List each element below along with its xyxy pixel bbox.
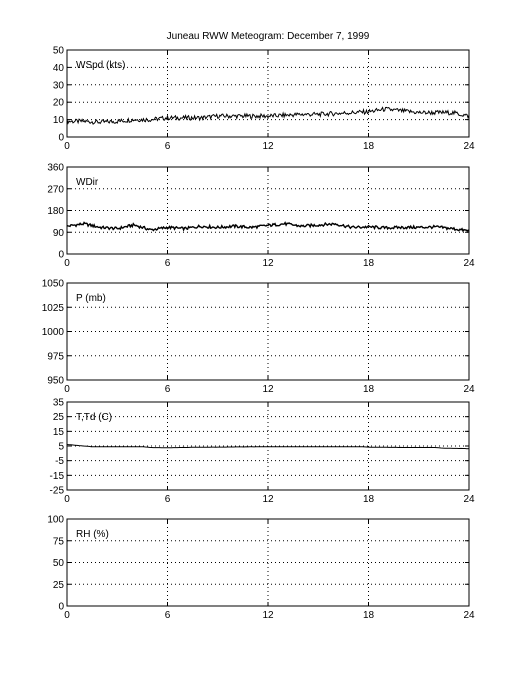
wdir-y-tick-label: 90: [52, 227, 64, 239]
p-mb-y-tick-label: 1050: [41, 278, 64, 290]
wspd-kts-x-tick-label: 24: [463, 141, 475, 152]
p-mb-y-tick-label: 1000: [41, 327, 64, 338]
wspd-kts-y-tick-label: 40: [52, 62, 64, 74]
p-mb-panel-label: P (mb): [76, 293, 106, 304]
rh-x-tick-label: 6: [164, 610, 171, 621]
p-mb-x-tick-label: 6: [164, 384, 171, 395]
rh-panel-label: RH (%): [76, 529, 109, 540]
rh-x-tick-label: 0: [64, 610, 70, 621]
t-td-c-x-tick-label: 18: [362, 494, 375, 505]
wdir-x-tick-label: 12: [262, 258, 274, 269]
t-td-c-x-tick-label: 0: [64, 494, 70, 505]
wspd-kts-y-tick-label: 30: [52, 80, 64, 92]
t-td-c-x-tick-label: 6: [164, 494, 171, 505]
p-mb-x-tick-label: 24: [463, 384, 475, 395]
p-mb-y-tick-label: 1025: [41, 302, 64, 314]
t-td-c-x-tick-label: 24: [463, 494, 475, 505]
wspd-kts-y-tick-label: 20: [52, 97, 64, 109]
t-td-c-panel-label: T,Td (C): [76, 412, 113, 423]
wdir-x-tick-label: 18: [362, 258, 375, 269]
wdir-y-tick-label: 360: [47, 162, 64, 174]
t-td-c-x-tick-label: 12: [262, 494, 274, 505]
wspd-kts-x-tick-label: 6: [164, 141, 171, 152]
wspd-kts-y-tick-label: 10: [52, 115, 64, 127]
wdir-y-tick-label: 180: [47, 206, 64, 217]
figure-title: Juneau RWW Meteogram: December 7, 1999: [166, 31, 370, 42]
p-mb-y-tick-label: 975: [47, 351, 64, 363]
wspd-kts-x-tick-label: 12: [262, 141, 274, 152]
t-td-c-y-tick-label: -25: [49, 485, 64, 497]
p-mb-x-tick-label: 0: [64, 384, 70, 395]
t-td-c-y-tick-label: 5: [58, 441, 64, 453]
wspd-kts-x-tick-label: 18: [362, 141, 375, 152]
rh-y-tick-label: 100: [47, 514, 64, 526]
t-td-c-y-tick-label: 15: [52, 426, 64, 438]
rh-x-tick-label: 12: [262, 610, 274, 621]
t-td-c-y-tick-label: 25: [52, 412, 64, 424]
rh-x-tick-label: 18: [362, 610, 375, 621]
wdir-y-tick-label: 270: [47, 184, 64, 196]
t-td-c-y-tick-label: -15: [49, 470, 64, 482]
wdir-x-tick-label: 24: [463, 258, 475, 269]
wdir-y-tick-label: 0: [58, 249, 64, 261]
wspd-kts-x-tick-label: 0: [64, 141, 70, 152]
p-mb-y-tick-label: 950: [47, 375, 64, 387]
wdir-x-tick-label: 0: [64, 258, 70, 269]
wdir-x-tick-label: 6: [164, 258, 171, 269]
rh-y-tick-label: 25: [52, 579, 64, 591]
rh-y-tick-label: 50: [52, 558, 64, 569]
rh-y-tick-label: 0: [58, 601, 64, 613]
wspd-kts-axes-box: [67, 50, 469, 137]
p-mb-x-tick-label: 12: [262, 384, 274, 395]
wspd-kts-y-tick-label: 0: [58, 132, 64, 144]
wspd-kts-series-line: [67, 107, 469, 124]
rh-y-tick-label: 75: [52, 536, 64, 548]
wspd-kts-panel-label: WSpd (kts): [76, 60, 126, 71]
t-td-c-series-line: [67, 445, 469, 449]
p-mb-x-tick-label: 18: [362, 384, 375, 395]
t-td-c-y-tick-label: 35: [52, 397, 64, 409]
t-td-c-y-tick-label: -5: [55, 456, 64, 468]
wspd-kts-y-tick-label: 50: [52, 45, 64, 57]
wdir-panel-label: WDir: [76, 177, 99, 188]
rh-x-tick-label: 24: [463, 610, 475, 621]
